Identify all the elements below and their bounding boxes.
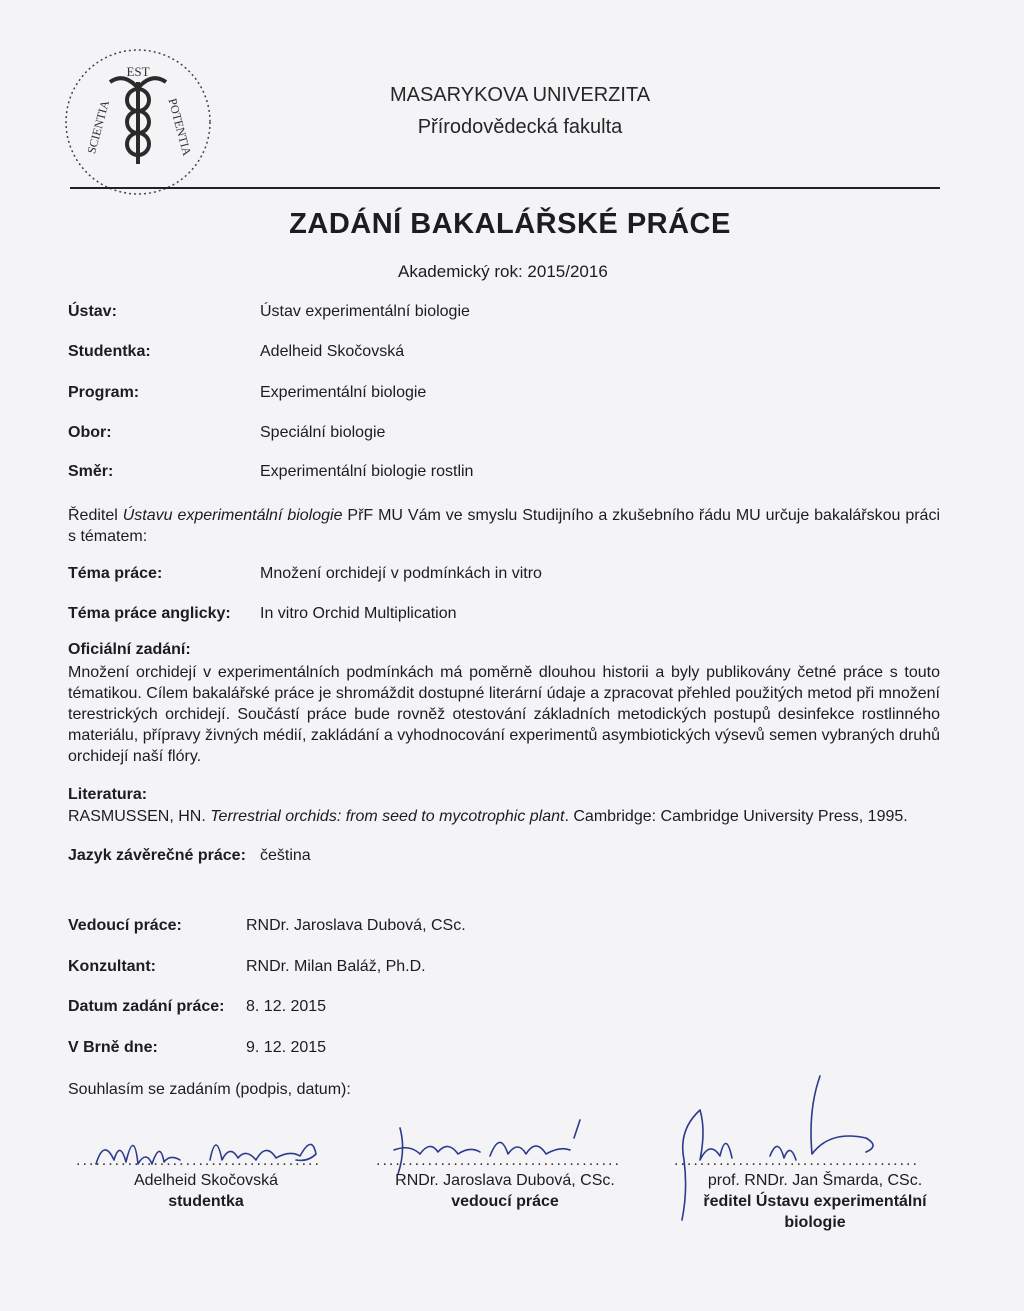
- director-role-line2: biologie: [784, 1214, 846, 1231]
- document-title: ZADÁNÍ BAKALÁŘSKÉ PRÁCE: [289, 208, 731, 240]
- place-date-value: 9. 12. 2015: [246, 1039, 327, 1056]
- intro-suffix: PřF MU Vám ve smyslu Studijního a zkušebního řádu MU určuje bakalářskou práci s tématem:: [68, 507, 941, 545]
- intro-institute: Ústavu experimentální biologie: [122, 507, 343, 524]
- supervisor-sign-name: RNDr. Jaroslava Dubová, CSc.: [395, 1172, 615, 1189]
- topic-label: Téma práce:: [68, 565, 163, 582]
- svg-text:EST: EST: [126, 64, 150, 79]
- official-heading: Oficiální zadání:: [68, 641, 191, 658]
- student-signature-block: [86, 1170, 326, 1212]
- student-signature-line: ......................................: [76, 1152, 321, 1169]
- director-signature-line: ......................................: [674, 1152, 919, 1169]
- director-signature-block: [690, 1170, 940, 1233]
- field-label-direction: Směr:: [68, 463, 114, 480]
- topic-en-value: In vitro Orchid Multiplication: [260, 605, 457, 622]
- literature-heading: Literatura:: [68, 786, 148, 803]
- official-text: Množení orchidejí v experimentálních podmínkách má poměrně dlouhou historii a byly publikovány četné práce s touto tématikou. Cílem bakalářské práce je shromáždit dostupné literární údaje a zpracovat přehled použitých metod při množení terestrických orchidejí. Součástí práce bude rovněž otestování základních metodických postupů desinfekce rostlinného materiálu, přípravy živných médií, zakládání a vyhodnocování experimentů asymbiotických výsevů semen vybraných druhů orchidejí naší flóry.: [68, 664, 940, 765]
- university-seal: [58, 42, 218, 202]
- literature-publisher: . Cambridge: Cambridge University Press, 1995.: [564, 808, 908, 825]
- place-date-label: V Brně dne:: [68, 1039, 158, 1056]
- field-value-field: Speciální biologie: [260, 424, 386, 441]
- field-value-student: Adelheid Skočovská: [260, 343, 405, 360]
- literature-author: RASMUSSEN, HN.: [68, 808, 206, 825]
- consent-text: Souhlasím se zadáním (podpis, datum):: [68, 1081, 351, 1098]
- director-role-line1: ředitel Ústavu experimentální: [703, 1193, 927, 1210]
- field-label-program: Program:: [68, 384, 140, 401]
- field-label-institute: Ústav:: [68, 303, 117, 320]
- header-rule: [70, 187, 940, 189]
- intro-prefix: Ředitel: [68, 507, 123, 524]
- supervisor-value: RNDr. Jaroslava Dubová, CSc.: [246, 917, 466, 934]
- university-name: MASARYKOVA UNIVERZITA: [389, 84, 651, 106]
- field-value-institute: Ústav experimentální biologie: [260, 303, 470, 320]
- supervisor-sign-role: vedoucí práce: [451, 1193, 559, 1210]
- field-value-program: Experimentální biologie: [260, 384, 427, 401]
- intro-paragraph: [68, 505, 940, 547]
- field-label-student: Studentka:: [68, 343, 151, 360]
- literature-work: Terrestrial orchids: from seed to mycotrophic plant: [210, 808, 565, 825]
- literature-entry: [68, 806, 940, 827]
- academic-year: Akademický rok: 2015/2016: [398, 262, 608, 281]
- field-value-direction: Experimentální biologie rostlin: [260, 463, 474, 480]
- svg-text:POTENTIA: POTENTIA: [165, 96, 195, 158]
- svg-text:SCIENTIA: SCIENTIA: [84, 98, 112, 156]
- faculty-name: Přírodovědecká fakulta: [417, 116, 623, 138]
- language-label: Jazyk závěrečné práce:: [68, 847, 246, 864]
- consultant-label: Konzultant:: [68, 958, 156, 975]
- assignment-date-label: Datum zadání práce:: [68, 998, 225, 1015]
- field-label-field: Obor:: [68, 424, 112, 441]
- supervisor-label: Vedoucí práce:: [68, 917, 182, 934]
- supervisor-signature-block: [370, 1170, 640, 1212]
- language-value: čeština: [260, 847, 311, 864]
- consultant-value: RNDr. Milan Baláž, Ph.D.: [246, 958, 426, 975]
- assignment-date-value: 8. 12. 2015: [246, 998, 327, 1015]
- topic-value: Množení orchidejí v podmínkách in vitro: [260, 565, 542, 582]
- student-name: Adelheid Skočovská: [133, 1172, 279, 1189]
- director-name: prof. RNDr. Jan Šmarda, CSc.: [707, 1172, 923, 1189]
- topic-en-label: Téma práce anglicky:: [68, 605, 231, 622]
- supervisor-signature-line: ......................................: [376, 1152, 621, 1169]
- student-role: studentka: [168, 1193, 244, 1210]
